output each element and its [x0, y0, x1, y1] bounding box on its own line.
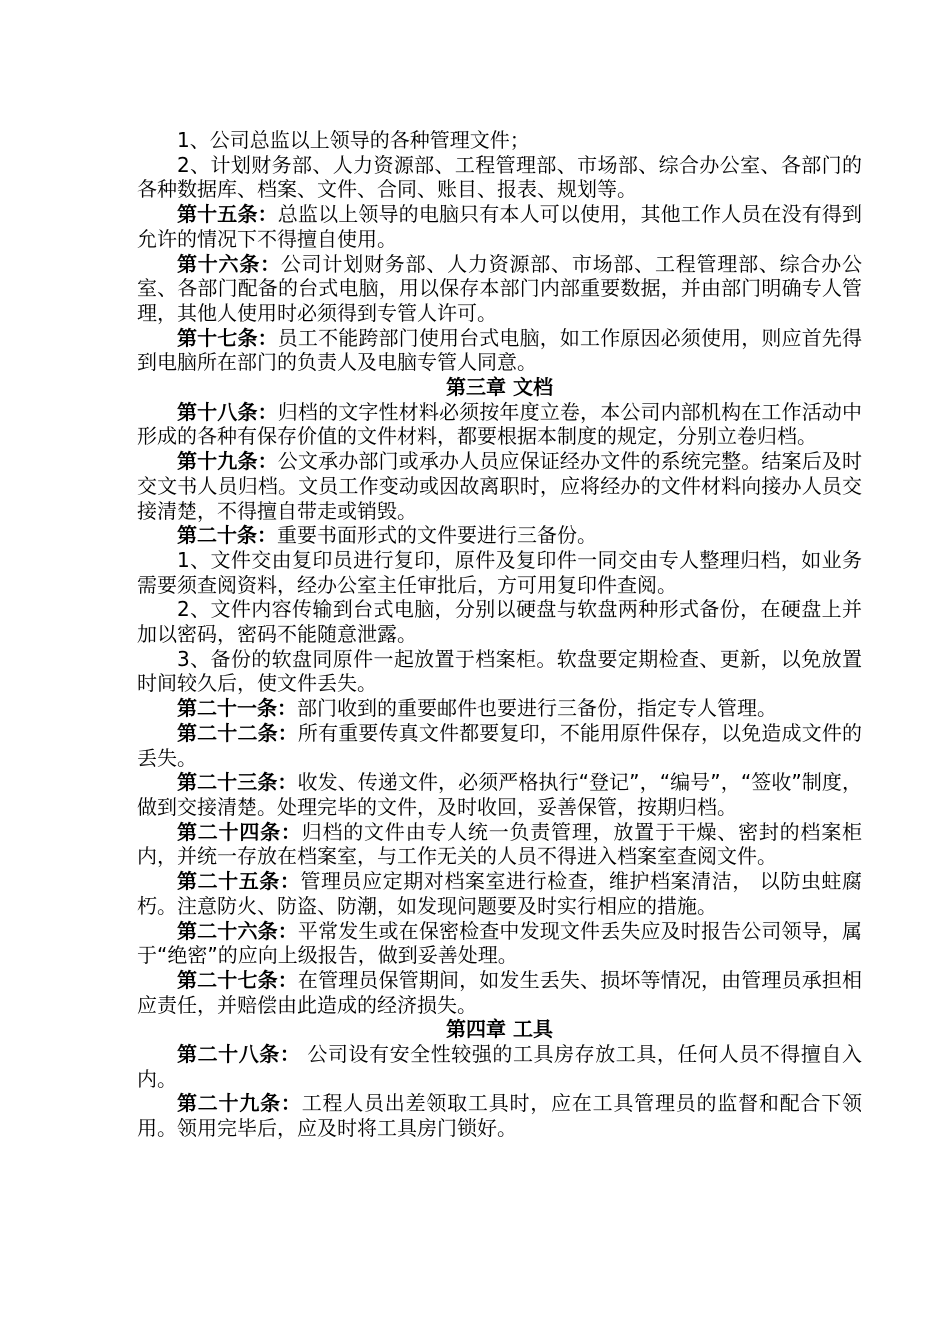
chapter-heading-4: 第四章 工具 [446, 1017, 553, 1042]
article-24 [137, 820, 862, 869]
list-item-backup-2 [137, 597, 862, 646]
article-22 [137, 721, 862, 770]
list-item-2 [137, 153, 862, 202]
article-25 [137, 869, 862, 918]
article-label: 第二十七条： [177, 967, 298, 992]
paragraph-text: 1、公司总监以上领导的各种管理文件； [177, 128, 530, 152]
article-29 [137, 1091, 862, 1140]
article-text: 公文承办部门或承办人员应保证经办文件的系统完整。结案后及时交文书人员归档。文员工作变动或因故离职时，应将经办的文件材料向接办人员交接清楚，不得擅自带走或销毁。 [137, 449, 863, 523]
article-28 [137, 1042, 862, 1091]
article-15 [137, 202, 862, 251]
article-20 [137, 523, 862, 548]
article-text: 总监以上领导的电脑只有本人可以使用，其他工作人员在没有得到允许的情况下不得擅自使用。 [137, 202, 863, 251]
chapter-heading-3: 第三章 文档 [446, 375, 553, 400]
article-text: 管理员应定期对档案室进行检查，维护档案清洁， 以防虫蛀腐朽。注意防火、防盗、防潮，如发现问题要及时实行相应的措施。 [137, 869, 862, 918]
article-18 [137, 400, 862, 449]
article-text: 员工不能跨部门使用台式电脑，如工作原因必须使用，则应首先得到电脑所在部门的负责人及电脑专管人同意。 [137, 325, 863, 375]
article-text: 公司设有安全性较强的工具房存放工具，任何人员不得擅自入内。 [137, 1042, 862, 1091]
article-label: 第十六条： [177, 251, 281, 276]
paragraph-text: 2、计划财务部、人力资源部、工程管理部、市场部、综合办公室、各部门的各种数据库、档案、文件、合同、账目、报表、规划等。 [137, 152, 862, 202]
article-label: 第二十六条： [177, 918, 298, 943]
article-label: 第二十二条： [177, 720, 298, 745]
article-text: 在管理员保管期间，如发生丢失、损坏等情况，由管理员承担相应责任，并赔偿由此造成的经济损失。 [137, 967, 863, 1017]
article-26 [137, 919, 862, 968]
article-label: 第十九条： [177, 449, 278, 474]
article-text: 重要书面形式的文件要进行三备份。 [277, 523, 597, 548]
paragraph-text: 3、备份的软盘同原件一起放置于档案柜。软盘要定期检查、更新，以免放置时间较久后，使文件丢失。 [137, 646, 862, 696]
article-text: 工程人员出差领取工具时，应在工具管理员的监督和配合下领用。领用完毕后，应及时将工具房门锁好。 [137, 1091, 862, 1141]
article-label: 第十五条： [177, 202, 278, 227]
article-text: 平常发生或在保密检查中发现文件丢失应及时报告公司领导，属于“绝密”的应向上级报告，做到妥善处理。 [137, 918, 863, 968]
article-text: 公司计划财务部、人力资源部、市场部、工程管理部、综合办公室、各部门配备的台式电脑，用以保存本部门内部重要数据，并由部门明确专人管理，其他人使用时必须得到专管人许可。 [137, 251, 862, 325]
document-page [137, 128, 862, 1141]
article-label: 第二十八条： [177, 1042, 301, 1067]
paragraph-text: 2、文件内容传输到台式电脑，分别以硬盘与软盘两种形式备份，在硬盘上并加以密码，密码不能随意泄露。 [137, 597, 862, 647]
article-label: 第二十四条： [177, 819, 302, 844]
list-item-1 [137, 128, 862, 153]
article-label: 第二十五条： [177, 869, 301, 894]
article-label: 第二十三条： [177, 770, 298, 795]
article-text: 归档的文件由专人统一负责管理，放置于干燥、密封的档案柜内，并统一存放在档案室，与工作无关的人员不得进入档案室查阅文件。 [137, 819, 862, 869]
article-19 [137, 449, 862, 523]
article-label: 第二十九条： [177, 1091, 302, 1116]
article-23 [137, 770, 862, 819]
article-label: 第十七条： [177, 325, 278, 350]
article-text: 所有重要传真文件都要复印，不能用原件保存，以免造成文件的丢失。 [137, 720, 863, 770]
article-17 [137, 326, 862, 375]
paragraph-text: 1、文件交由复印员进行复印，原件及复印件一同交由专人整理归档，如业务需要须查阅资料，经办公室主任审批后，方可用复印件查阅。 [137, 547, 862, 597]
article-21 [137, 696, 862, 721]
list-item-backup-3 [137, 647, 862, 696]
article-16 [137, 252, 862, 326]
list-item-backup-1 [137, 548, 862, 597]
article-label: 第二十一条： [177, 696, 297, 721]
article-text: 收发、传递文件，必须严格执行“登记”，“编号”，“签收”制度，做到交接清楚。处理完毕的文件，及时收回，妥善保管，按期归档。 [137, 770, 863, 819]
article-text: 归档的文字性材料必须按年度立卷，本公司内部机构在工作活动中形成的各种有保存价值的文件材料，都要根据本制度的规定，分别立卷归档。 [137, 399, 863, 449]
article-27 [137, 968, 862, 1017]
article-label: 第二十条： [177, 523, 277, 548]
article-text: 部门收到的重要邮件也要进行三备份，指定专人管理。 [297, 696, 777, 721]
article-label: 第十八条： [177, 399, 278, 424]
